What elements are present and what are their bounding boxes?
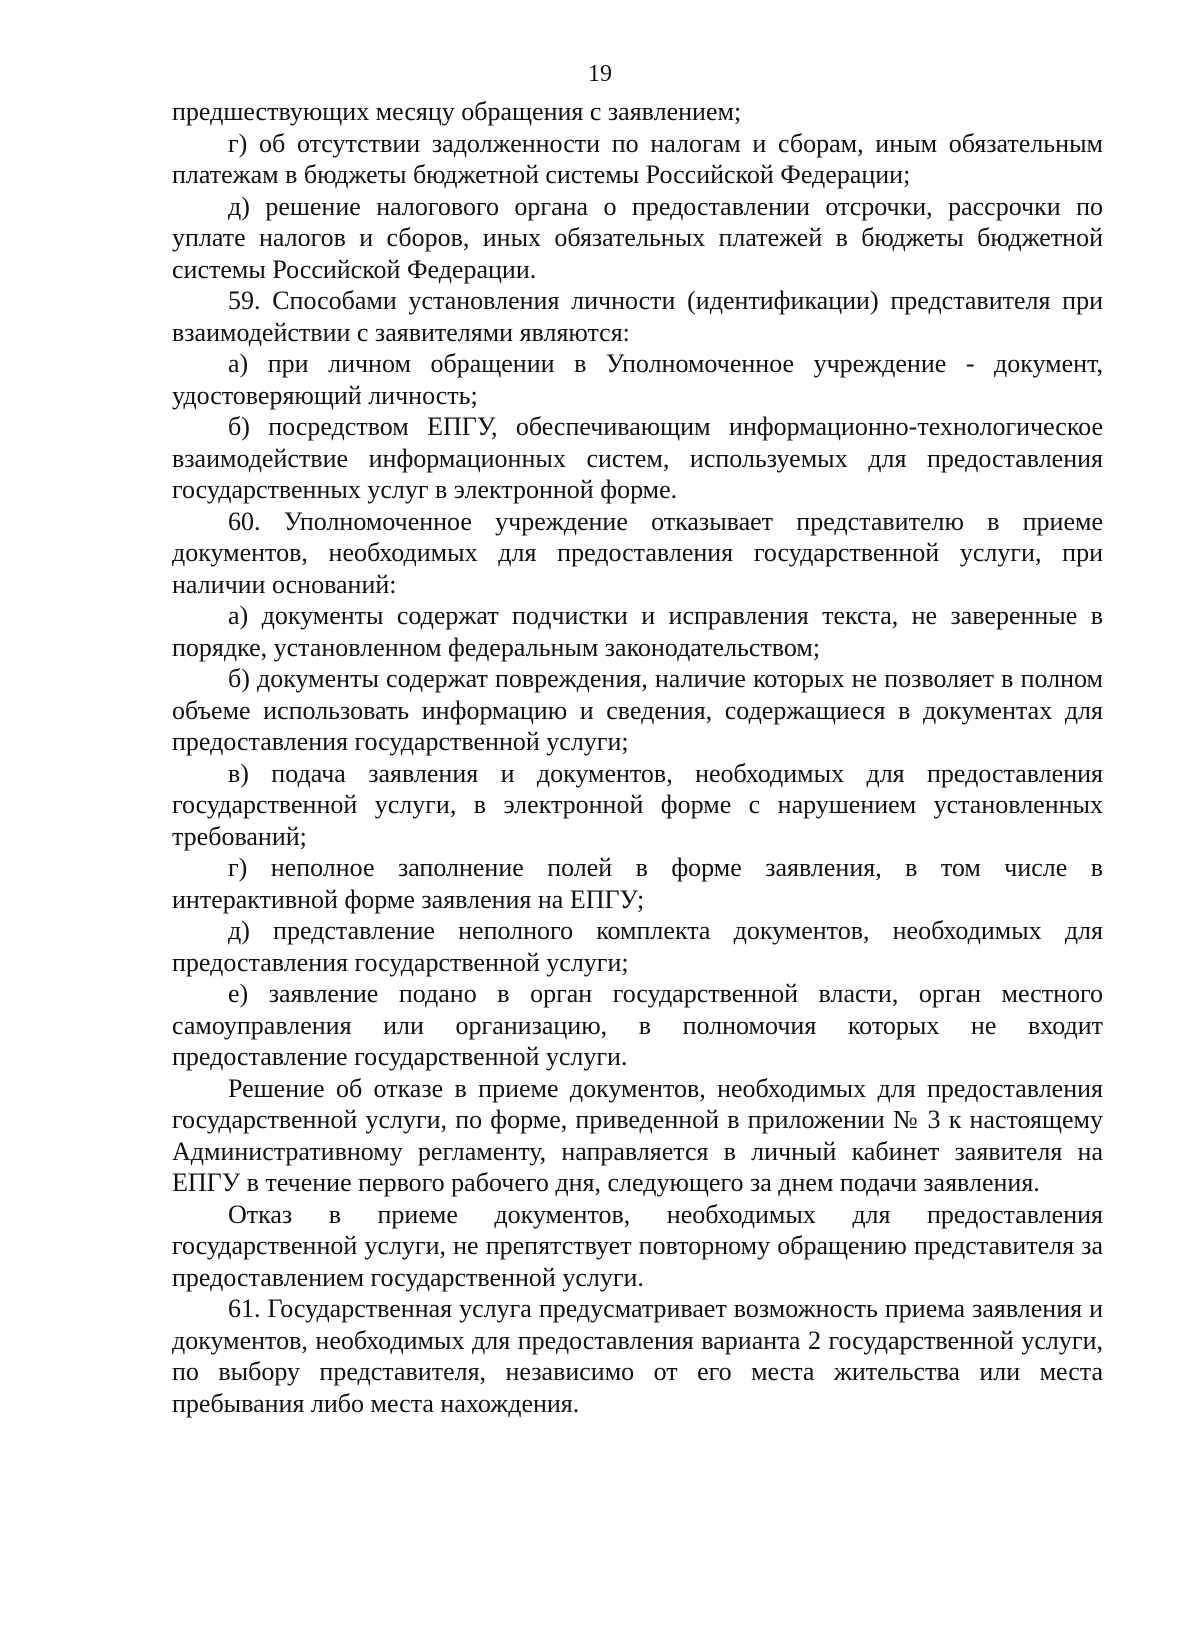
paragraph-item-d: д) решение налогового органа о предоставлении отсрочки, рассрочки по уплате налогов и сборов, иных обязательных платежей в бюджеты бюджетной системы Российской Федерации.: [172, 191, 1103, 284]
paragraph-60-item-g: г) неполное заполнение полей в форме заявления, в том числе в интерактивной форме заявления на ЕПГУ;: [172, 853, 1103, 914]
paragraph-60-item-a: а) документы содержат подчистки и исправления текста, не заверенные в порядке, установленном федеральным законодательством;: [172, 601, 1103, 662]
paragraph-60-item-e: е) заявление подано в орган государственной власти, орган местного самоуправления или организацию, в полномочия которых не входит предоставление государственной услуги.: [172, 979, 1103, 1071]
paragraph-refusal-note: Отказ в приеме документов, необходимых для предоставления государственной услуги, не препятствует повторному обращению представителя за предоставлением государственной услуги.: [172, 1199, 1103, 1292]
paragraph-60-item-v: в) подача заявления и документов, необходимых для предоставления государственной услуги, в электронной форме с нарушением установленных требований;: [172, 758, 1103, 851]
paragraph-60: 60. Уполномоченное учреждение отказывает представителю в приеме документов, необходимых для предоставления государственной услуги, при наличии оснований:: [172, 506, 1103, 599]
paragraph-61: 61. Государственная услуга предусматривает возможность приема заявления и документов, необходимых для предоставления варианта 2 государственной услуги, по выбору представителя, независимо от его места жительства или места пребывания либо места нахождения.: [172, 1294, 1103, 1418]
paragraph-59-item-b: б) посредством ЕПГУ, обеспечивающим информационно-технологическое взаимодействие информационных систем, используемых для предоставления государственных услуг в электронной форме.: [172, 412, 1103, 504]
paragraph-60-item-b: б) документы содержат повреждения, наличие которых не позволяет в полном объеме использовать информацию и сведения, содержащиеся в документах для предоставления государственной услуги;: [172, 664, 1103, 756]
paragraph-item-g: г) об отсутствии задолженности по налогам и сборам, иным обязательным платежам в бюджеты бюджетной системы Российской Федерации;: [172, 128, 1103, 189]
paragraph-refusal-decision: Решение об отказе в приеме документов, необходимых для предоставления государственной услуги, по форме, приведенной в приложении № 3 к настоящему Административному регламенту, направляется в личный кабинет заявителя на ЕПГУ в течение первого рабочего дня, следующего за днем подачи заявления.: [172, 1073, 1103, 1197]
paragraph-59: 59. Способами установления личности (идентификации) представителя при взаимодействии с заявителями являются:: [172, 286, 1103, 347]
paragraph-continuation: предшествующих месяцу обращения с заявлением;: [172, 97, 742, 126]
paragraph-59-item-a: а) при личном обращении в Уполномоченное учреждение - документ, удостоверяющий личность;: [172, 349, 1103, 410]
page-number: 19: [588, 61, 612, 87]
document-body: [172, 96, 1103, 1419]
paragraph-60-item-d: д) представление неполного комплекта документов, необходимых для предоставления государственной услуги;: [172, 916, 1103, 977]
